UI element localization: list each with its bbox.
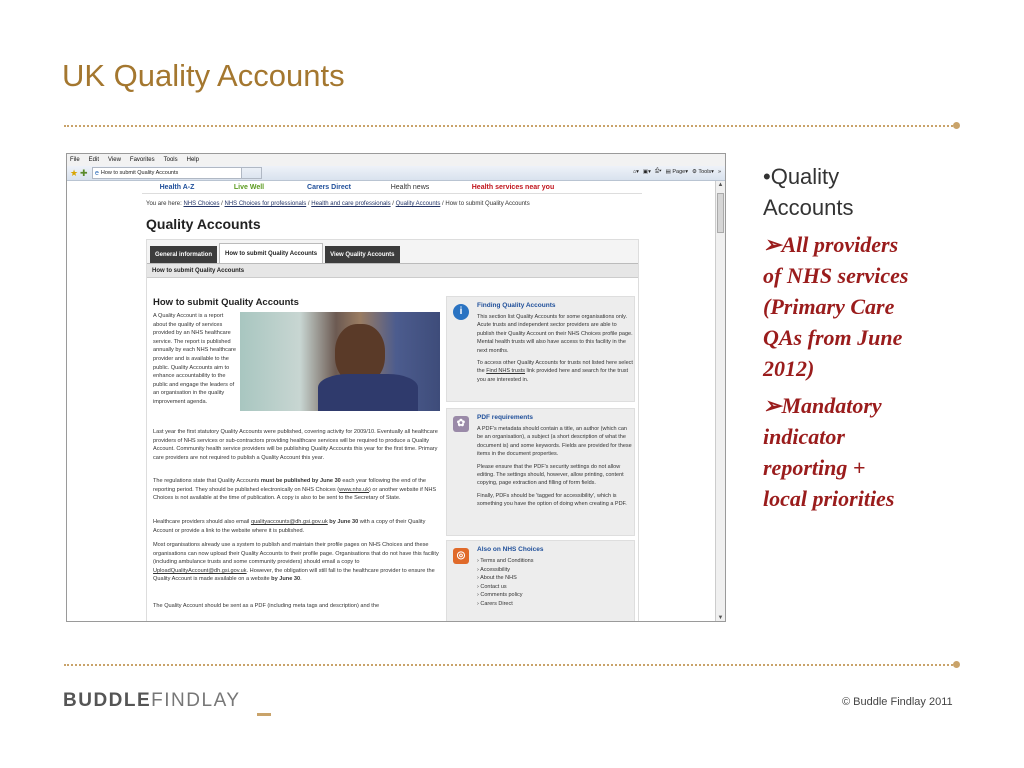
sidebox-finding-para2 [477,359,633,384]
sidebox-finding-title: Finding Quality Accounts [477,302,556,309]
sidebox-finding-text [477,313,633,384]
sidebox-pdf-title: PDF requirements [477,414,533,421]
providers-line2: of NHS services [763,263,909,288]
p4-deadline: by June 30 [271,576,301,583]
browser-tab-current[interactable] [92,167,242,179]
menu-file[interactable]: File [70,157,80,163]
sidebox-also-title: Also on NHS Choices [477,546,544,553]
tab-content [147,278,638,622]
link-terms[interactable]: › Terms and Conditions [477,558,534,564]
breadcrumb-current: How to submit Quality Accounts [445,201,530,207]
mandatory-line1: Mandatory [781,393,882,418]
add-favorites-icon[interactable]: ✚ [80,167,88,178]
menu-favorites[interactable]: Favorites [129,157,155,163]
tab-view-quality-accounts[interactable]: View Quality Accounts [325,246,399,263]
breadcrumb-health-care[interactable]: Health and care professionals [311,201,391,207]
logo-accent-mark [257,708,271,716]
tools-menu-button[interactable]: ⚙ Tools▾ [691,168,714,175]
paragraph-regulations [153,477,441,503]
p4-text-a: Most organisations already use a system to publish and maintain their profile pages on NHS Choices and these organisations can now upload their Quality Accounts to their profile page. Organisations that do not have this facility (including ambulance trusts and some community providers) should email a copy to [153,542,439,566]
p2-text-a: The regulations state that Quality Accounts [153,478,261,484]
gear-icon: ✿ [453,416,469,432]
tabbed-panel [146,239,639,622]
logo-light: FINDLAY [151,690,241,711]
site-tabs [150,246,400,263]
nav-live-well[interactable]: Live Well [233,183,265,191]
bullet-item-providers [763,229,948,384]
paragraph-pdf: The Quality Account should be sent as a PDF (including meta tags and description) and the [153,603,380,609]
paragraph-upload [153,541,441,584]
chevron-more-icon[interactable]: » [717,168,721,175]
browser-tab-title: How to submit Quality Accounts [100,170,179,176]
link-accessibility-label: Accessibility [480,566,511,573]
content-title: How to submit Quality Accounts [153,297,299,308]
logo-bold: BUDDLE [63,690,152,711]
breadcrumb-nhs-choices[interactable]: NHS Choices [183,201,220,207]
browser-command-bar [633,168,721,175]
p2-text-c: each year following the end of the reporting period. They should be published electronically on NHS Choices ( [153,478,427,493]
top-divider [64,125,956,127]
menu-tools[interactable]: Tools [163,157,178,163]
p3-deadline: by June 30 [327,519,359,525]
nhs-link[interactable]: www.nhs.uk [339,486,370,493]
p2-deadline: must be published by June 30 [260,478,341,484]
mandatory-line4: local priorities [763,486,895,511]
nav-health-news[interactable]: Health news [390,183,430,191]
p3-text-a: Healthcare providers should also email [153,519,251,525]
browser-scrollbar[interactable] [715,181,725,622]
sidebox-finding-text-c: link provided here and search for the trust you are interested in. [477,368,629,383]
link-accessibility[interactable]: › Accessibility [477,566,511,573]
link-terms-label: Terms and Conditions [480,558,534,564]
bullet-heading-line1: •Quality [763,164,840,189]
photo-body-shape [318,374,418,411]
favorites-star-icon[interactable]: ★ [70,167,79,178]
link-carers-label: Carers Direct [480,600,513,607]
tab-strip-title: How to submit Quality Accounts [147,263,638,278]
scroll-up-icon[interactable]: ▲ [717,182,724,188]
breadcrumb-quality-accounts[interactable]: Quality Accounts [395,201,441,207]
sidebox-finding [446,296,635,402]
bullet-list [763,161,948,514]
mandatory-line2: indicator [763,424,845,449]
qualityaccounts-email-link[interactable]: qualityaccounts@dh.gsi.gov.uk [250,519,328,525]
sidebox-pdf-text [477,425,633,509]
link-comments[interactable]: › Comments policy [477,592,523,599]
browser-screenshot [66,153,726,622]
page-menu-button[interactable]: ▤ Page▾ [665,168,688,175]
new-tab-button[interactable] [242,167,262,179]
tab-how-to-submit[interactable]: How to submit Quality Accounts [219,243,323,263]
link-contact[interactable]: › Contact us [477,583,507,590]
providers-line3: (Primary Care [763,294,895,319]
tab-general-information[interactable]: General information [150,246,217,263]
ie-page-icon: e [95,169,99,177]
menu-help[interactable]: Help [186,157,199,163]
link-about-nhs-label: About the NHS [480,575,517,582]
find-nhs-trusts-link[interactable]: Find NHS trusts [486,368,526,375]
p4-text-c: . However, the obligation will still fall to the healthcare provider to ensure the Quality Account is made available on a website [153,567,435,583]
bullet-item-mandatory [763,390,948,514]
sidebox-also-links [477,557,633,609]
slide-title: UK Quality Accounts [62,58,345,93]
mandatory-line3: reporting + [763,455,866,480]
providers-line1: All providers [781,232,899,257]
breadcrumb-professionals[interactable]: NHS Choices for professionals [224,201,307,207]
nav-health-a-z[interactable]: Health A-Z [159,183,195,191]
sidebox-finding-text-a: To access other Quality Accounts for trusts not listed here select the [477,360,633,375]
sidebox-pdf-para1: A PDF's metadata should contain a title, an author (which can be an organisation), a subject (a short description of what the document is) and some keywords. Fields are provided for these items in the document properties. [477,426,632,458]
providers-line4: QAs from June [763,325,903,350]
bullet-heading-line2: Accounts [763,195,854,220]
link-comments-label: Comments policy [480,592,523,599]
copyright: © Buddle Findlay 2011 [842,696,953,708]
paragraph-first-accounts: Last year the first statutory Quality Accounts were published, covering activity for 2009/10. Eventually all healthcare providers of NHS services or sub-contractors providing healthcare services will be required to produce a Quality Account. Community health service providers will be publishing Quality Accounts this year for the first time. Primary care providers are not required to publish a Quality Account this year. [153,429,438,461]
link-carers[interactable]: › Carers Direct [477,600,513,607]
nav-carers-direct[interactable]: Carers Direct [307,183,351,191]
p3-text-d: with a copy of their Quality Account or provide a link to the website where it is published. [153,519,426,534]
sidebox-finding-para1: This section list Quality Accounts for some organisations only. Acute trusts and independent sector providers are able to publish their Quality Account on their NHS Choices profile page. Mental health trusts will also have access to this facility in the next months. [477,314,633,354]
site-nav [142,181,642,194]
top-divider-dot [953,122,960,129]
bottom-divider [64,664,956,666]
bullet-heading [763,161,948,223]
print-icon[interactable]: ⎙▾ [654,168,662,174]
breadcrumb-prefix: You are here: [146,201,182,207]
buddle-findlay-logo [63,690,241,712]
nav-health-services[interactable]: Health services near you [471,183,555,191]
page-menu-label: Page [672,168,686,175]
sidebox-pdf-para3: Finally, PDFs should be 'tagged for accessibility', which is something you have the option of doing when creating a PDF. [477,492,627,508]
menu-view[interactable]: View [108,157,121,163]
link-contact-label: Contact us [480,583,507,590]
link-about-nhs[interactable]: › About the NHS [477,575,517,582]
arrow-bullet-icon: ➢ [763,393,782,418]
nurse-phone-photo [240,312,440,411]
info-icon: i [453,304,469,320]
menu-edit[interactable]: Edit [88,157,100,163]
p4-text-e: . [300,576,302,583]
home-icon[interactable]: ⌂▾ [632,168,639,175]
paragraph-email [153,518,441,535]
browser-tabbar [67,166,725,181]
providers-line5: 2012) [763,356,815,381]
browser-menubar [67,154,725,166]
bottom-divider-dot [953,661,960,668]
feeds-icon[interactable]: ▣▾ [642,168,651,175]
p2-text-e: ) or another website if NHS Choices is not available at the time of publication. A copy is also to be sent to the Secretary of State. [153,486,437,502]
page-title: Quality Accounts [146,216,261,232]
scroll-thumb[interactable] [717,193,724,233]
sidebox-pdf-para2: Please ensure that the PDF's security settings do not allow editing. The settings should, however, allow printing, content copying, page extraction and filling of form fields. [477,463,624,487]
web-page [67,181,716,622]
sidebox-pdf [446,408,635,536]
tools-menu-label: Tools [698,168,712,175]
nhs-choices-icon: ◎ [453,548,469,564]
scroll-down-icon[interactable]: ▼ [717,615,724,621]
breadcrumb: You are here: NHS Choices / NHS Choices for professionals / Health and care professionals / Quality Accounts / How to submit Quality Accounts [146,201,530,207]
intro-paragraph: A Quality Account is a report about the quality of services provided by an NHS healthcare service. The report is published annually by each NHS healthcare provider and is available to the public. Quality Accounts aim to enhance accountability to the public and engage the leaders of an organisation in the quality improvement agenda. [153,313,237,405]
arrow-bullet-icon: ➢ [763,232,782,257]
sidebox-also [446,540,635,622]
upload-email-link[interactable]: UploadQualityAccount@dh.gsi.gov.uk [153,567,247,574]
